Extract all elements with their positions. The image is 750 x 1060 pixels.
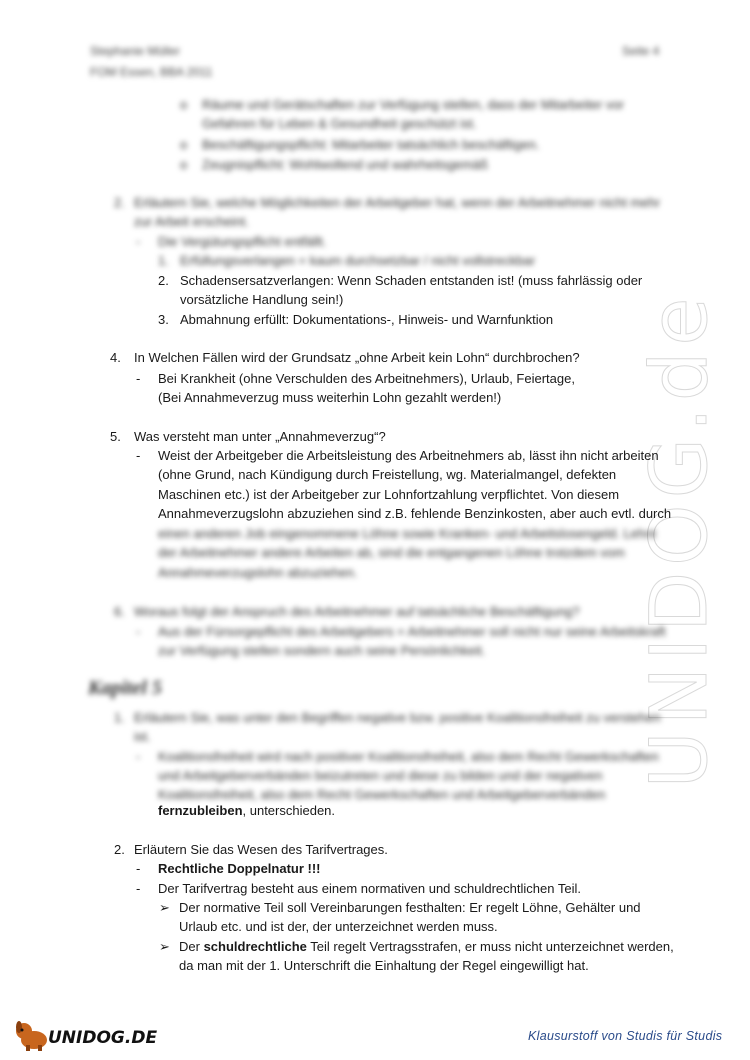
k2-sub2-rest: Teil regelt Vertragsstrafen, er muss nicht unterzeichnet werden,	[306, 939, 674, 954]
k2-sub2	[179, 937, 674, 956]
k1-question-cont: ist.	[134, 729, 151, 744]
k1-bullet: -	[136, 749, 141, 764]
header-author: Stephanie Müller	[90, 44, 181, 58]
q2-dash: -	[136, 234, 141, 249]
q2-item3: Abmahnung erfüllt: Dokumentations-, Hinweis- und Warnfunktion	[180, 312, 554, 327]
k2-question: Erläutern Sie das Wesen des Tarifvertrages.	[134, 842, 388, 857]
blurred-bullet-marker: o	[180, 137, 188, 152]
k2-sub1: Der normative Teil soll Vereinbarungen festhalten: Er regelt Löhne, Gehälter und	[179, 900, 641, 915]
k2-sub2-cont: da man mit der 1. Unterschrift die Einhaltung der Regel eingewilligt hat.	[179, 958, 589, 973]
q2-number: 2.	[114, 195, 125, 210]
q2-item1: Erfüllungsverlangen = kaum durchsetzbar / nicht vollstreckbar	[180, 253, 536, 268]
q2-item2: Schadensersatzverlangen: Wenn Schaden entstanden ist! (muss fahrlässig oder	[180, 273, 643, 288]
k2-sub2-pre: Der	[179, 939, 204, 954]
k1-blurred-line: Koalitionsfreiheit wird nach positiver Koalitionsfreiheit, also dem Recht Gewerkschaften	[158, 749, 659, 764]
q6-number: 6.	[114, 604, 125, 619]
k2-bullet: -	[136, 881, 141, 896]
q2-item2-number: 2.	[158, 273, 169, 288]
dog-icon	[12, 1018, 52, 1052]
q5-blurred-line: Annahmeverzugslohn abzuziehen.	[158, 565, 358, 580]
k2-bullet: -	[136, 861, 141, 876]
k1-bold-word: fernzubleiben	[158, 803, 243, 818]
footer-tagline: Klausurstoff von Studis für Studis	[528, 1029, 723, 1043]
q4-answer-cont: (Bei Annahmeverzug muss weiterhin Lohn gezahlt werden!)	[158, 390, 502, 405]
footer-logo	[12, 1018, 162, 1052]
k2-bold-text: Rechtliche Doppelnatur !!!	[158, 861, 321, 876]
blurred-line: Räume und Gerätschaften zur Verfügung stellen, dass der Mitarbeiter vor	[202, 97, 624, 112]
k1-number: 1.	[114, 710, 125, 725]
q5-bullet: -	[136, 448, 141, 463]
k1-question: Erläutern Sie, was unter den Begriffen negative bzw. positive Koalitionsfreiheit zu verstehen	[134, 710, 661, 725]
q6-question: Woraus folgt der Anspruch des Arbeitnehmer auf tatsächliche Beschäftigung?	[134, 604, 580, 619]
logo-text: UNIDOG.DE	[48, 1028, 158, 1048]
q2-text: Erläutern Sie, welche Möglichkeiten der Arbeitgeber hat, wenn der Arbeitnehmer nicht mehr	[134, 195, 661, 210]
q2-text-cont: zur Arbeit erscheint.	[134, 214, 249, 229]
q2-item2-cont: vorsätzliche Handlung sein!)	[180, 292, 344, 307]
q5-answer-line: Maschinen etc.) ist der Arbeitgeber zur Lohnfortzahlung verpflichtet. Von diesem	[158, 487, 620, 502]
blurred-line: Gefahren für Leben & Gesundheit geschützt ist.	[202, 116, 477, 131]
q4-question: In Welchen Fällen wird der Grundsatz „ohne Arbeit kein Lohn“ durchbrochen?	[134, 350, 580, 365]
q2-item3-number: 3.	[158, 312, 169, 327]
k1-tail-text: , unterschieden.	[242, 803, 336, 818]
blurred-line: Beschäftigungspflicht: Mitarbeiter tatsächlich beschäftigen.	[202, 137, 540, 152]
q5-question: Was versteht man unter „Annahmeverzug“?	[134, 429, 386, 444]
header-course: FOM Essen, BBA 2011	[90, 65, 213, 79]
k2-number: 2.	[114, 842, 125, 857]
q2-dash-text: Die Vergütungspflicht entfällt.	[158, 234, 327, 249]
q5-answer-line: Annahmeverzugslohn abzuziehen sind z.B. fehlende Benzinkosten, aber auch evtl. durch	[158, 506, 672, 521]
q5-blurred-line: einen anderen Job eingenommene Löhne sowie Kranken- und Arbeitslosengeld. Lehnt	[158, 526, 656, 541]
q5-number: 5.	[110, 429, 121, 444]
k2-line: Der Tarifvertrag besteht aus einem normativen und schuldrechtlichen Teil.	[158, 881, 581, 896]
q2-item1-number: 1.	[158, 253, 169, 268]
k1-blurred-line: und Arbeitgeberverbänden beizutreten und diese zu bilden und der negativen	[158, 768, 603, 783]
blurred-bullet-marker: o	[180, 157, 188, 172]
blurred-line: Zeugnispflicht: Wohlwollend und wahrheitsgemäß	[202, 157, 488, 172]
q5-answer-line: Weist der Arbeitgeber die Arbeitsleistung des Arbeitnehmers ab, lässt ihn nicht arbeiten	[158, 448, 659, 463]
q6-answer-cont: zur Verfügung stellen sondern auch seine Persönlichkeit.	[158, 643, 486, 658]
q4-bullet: -	[136, 371, 141, 386]
arrow-icon: ➢	[159, 900, 170, 915]
q4-answer: Bei Krankheit (ohne Verschulden des Arbeitnehmers), Urlaub, Feiertage,	[158, 371, 575, 386]
blurred-bullet-marker: o	[180, 97, 188, 112]
q6-bullet: -	[136, 624, 141, 639]
k2-sub1-cont: Urlaub etc. und ist der, der unterzeichnet werden muss.	[179, 919, 498, 934]
header-page: Seite 4	[622, 44, 660, 58]
chapter-heading: Kapitel 5	[88, 677, 162, 699]
k1-blurred-line: Koalitionsfreiheit, also dem Recht Gewerkschaften und Arbeitgeberverbänden	[158, 787, 606, 802]
q4-number: 4.	[110, 350, 121, 365]
q5-blurred-line: der Arbeitnehmer andere Arbeiten ab, sind die entgangenen Löhne trotzdem vom	[158, 545, 625, 560]
arrow-icon: ➢	[159, 939, 170, 954]
q5-answer-line: (ohne Grund, nach Kündigung durch Freistellung, wg. Materialmangel, defekten	[158, 467, 617, 482]
k1-answer-tail	[158, 801, 335, 820]
watermark: UNIDOG.de	[635, 291, 725, 789]
q6-answer: Aus der Fürsorgepflicht des Arbeitgebers = Arbeitnehmer soll nicht nur seine Arbeitskraft	[158, 624, 666, 639]
k2-bold-line	[158, 859, 321, 878]
k2-sub2-bold: schuldrechtliche	[203, 939, 307, 954]
